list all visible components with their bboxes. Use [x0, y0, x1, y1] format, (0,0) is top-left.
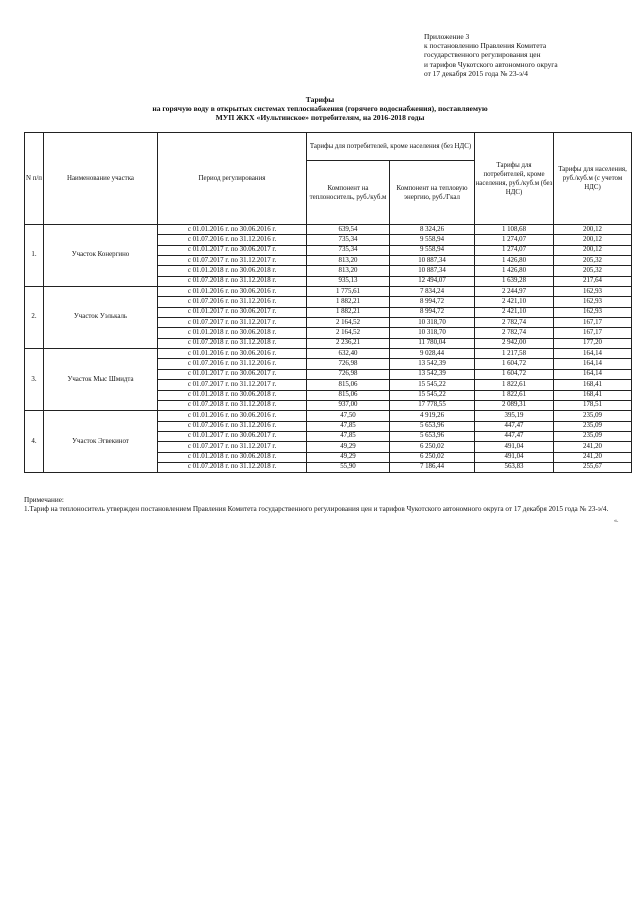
header-tariff-nonpop: Тарифы для потребителей, кроме населения, руб./куб.м (без НДС)	[475, 133, 554, 225]
carrier-component-cell: 726,98	[307, 369, 390, 379]
section-name: Участок Мыс Шмидта	[44, 349, 158, 411]
period-cell: с 01.07.2017 г. по 31.12.2017 г.	[158, 318, 307, 328]
tariff-nonpop-cell: 1 639,28	[475, 276, 554, 286]
tariff-pop-cell: 235,09	[554, 421, 632, 431]
carrier-component-cell: 49,29	[307, 452, 390, 462]
carrier-component-cell: 639,54	[307, 225, 390, 235]
tariff-pop-cell: 205,32	[554, 266, 632, 276]
tariff-nonpop-cell: 2 782,74	[475, 328, 554, 338]
tariff-nonpop-cell: 1 217,58	[475, 349, 554, 359]
period-cell: с 01.07.2017 г. по 31.12.2017 г.	[158, 380, 307, 390]
title-line-1: Тарифы	[305, 95, 335, 104]
section-number: 4.	[25, 411, 44, 473]
appendix-line: и тарифов Чукотского автономного округа	[424, 59, 558, 69]
tariff-pop-cell: 168,41	[554, 390, 632, 400]
section-number: 1.	[25, 225, 44, 287]
period-cell: с 01.01.2017 г. по 30.06.2017 г.	[158, 369, 307, 379]
energy-component-cell: 9 558,94	[390, 245, 475, 255]
appendix-line: к постановлению Правления Комитета	[424, 41, 547, 51]
section-name: Участок Конергино	[44, 225, 158, 287]
energy-component-cell: 6 250,02	[390, 452, 475, 462]
tariff-pop-cell: 241,20	[554, 452, 632, 462]
energy-component-cell: 7 186,44	[390, 462, 475, 472]
period-cell: с 01.07.2016 г. по 31.12.2016 г.	[158, 359, 307, 369]
carrier-component-cell: 632,40	[307, 349, 390, 359]
period-cell: с 01.01.2016 г. по 30.06.2016 г.	[158, 287, 307, 297]
tariff-nonpop-cell: 1 274,07	[475, 245, 554, 255]
energy-component-cell: 17 778,55	[390, 400, 475, 410]
energy-component-cell: 10 318,70	[390, 318, 475, 328]
tariff-nonpop-cell: 1 822,61	[475, 390, 554, 400]
energy-component-cell: 10 887,34	[390, 256, 475, 266]
period-cell: с 01.07.2018 г. по 31.12.2018 г.	[158, 338, 307, 348]
carrier-component-cell: 937,00	[307, 400, 390, 410]
period-cell: с 01.01.2016 г. по 30.06.2016 г.	[158, 225, 307, 235]
energy-component-cell: 10 887,34	[390, 266, 475, 276]
title-line-3: МУП ЖКХ «Иультинское» потребителям, на 2016-2018 годы	[215, 112, 425, 122]
energy-component-cell: 7 834,24	[390, 287, 475, 297]
appendix-header	[424, 32, 634, 78]
energy-component-cell: 5 653,96	[390, 421, 475, 431]
tariff-pop-cell: 255,67	[554, 462, 632, 472]
period-cell: с 01.01.2017 г. по 30.06.2017 г.	[158, 245, 307, 255]
tariff-pop-cell: 205,32	[554, 256, 632, 266]
carrier-component-cell: 735,34	[307, 245, 390, 255]
tariff-nonpop-cell: 2 421,10	[475, 297, 554, 307]
tariff-nonpop-cell: 2 782,74	[475, 318, 554, 328]
carrier-component-cell: 735,34	[307, 235, 390, 245]
header-tariff-pop: Тарифы для населения, руб./куб.м (с учетом НДС)	[554, 133, 632, 225]
carrier-component-cell: 815,06	[307, 380, 390, 390]
energy-component-cell: 13 542,39	[390, 369, 475, 379]
tariff-pop-cell: 178,51	[554, 400, 632, 410]
tariff-pop-cell: 162,93	[554, 307, 632, 317]
tariff-pop-cell: 217,64	[554, 276, 632, 286]
tariff-pop-cell: 164,14	[554, 359, 632, 369]
energy-component-cell: 4 919,26	[390, 411, 475, 421]
tariff-pop-cell: 167,17	[554, 318, 632, 328]
tariff-pop-cell: 235,09	[554, 431, 632, 441]
appendix-line: от 17 декабря 2015 года № 23-э/4	[424, 68, 528, 78]
energy-component-cell: 8 994,72	[390, 297, 475, 307]
table-body	[25, 225, 632, 473]
section-name: Участок Уэлькаль	[44, 287, 158, 349]
period-cell: с 01.01.2017 г. по 30.06.2017 г.	[158, 431, 307, 441]
section-number: 3.	[25, 349, 44, 411]
energy-component-cell: 9 558,94	[390, 235, 475, 245]
energy-component-cell: 5 653,96	[390, 431, 475, 441]
energy-component-cell: 10 318,70	[390, 328, 475, 338]
energy-component-cell: 13 542,39	[390, 359, 475, 369]
tariff-nonpop-cell: 1 274,07	[475, 235, 554, 245]
header-group-nonpop: Тарифы для потребителей, кроме населения (без НДС)	[307, 133, 475, 161]
carrier-component-cell: 2 164,52	[307, 318, 390, 328]
carrier-component-cell: 1 775,61	[307, 287, 390, 297]
carrier-component-cell: 935,13	[307, 276, 390, 286]
period-cell: с 01.01.2016 г. по 30.06.2016 г.	[158, 411, 307, 421]
period-cell: с 01.07.2018 г. по 31.12.2018 г.	[158, 400, 307, 410]
tariff-pop-cell: 162,93	[554, 297, 632, 307]
period-cell: с 01.07.2017 г. по 31.12.2017 г.	[158, 256, 307, 266]
table-row	[25, 349, 632, 359]
energy-component-cell: 12 494,07	[390, 276, 475, 286]
period-cell: с 01.07.2016 г. по 31.12.2016 г.	[158, 297, 307, 307]
table-row	[25, 411, 632, 421]
carrier-component-cell: 813,20	[307, 266, 390, 276]
header-num: N п/п	[25, 133, 44, 225]
tariff-nonpop-cell: 1 426,80	[475, 256, 554, 266]
footnote	[24, 496, 624, 514]
tariff-nonpop-cell: 2 244,97	[475, 287, 554, 297]
carrier-component-cell: 55,90	[307, 462, 390, 472]
appendix-line: государственного регулирования цен	[424, 50, 541, 60]
tariff-pop-cell: 241,20	[554, 442, 632, 452]
tariff-nonpop-cell: 1 604,72	[475, 369, 554, 379]
period-cell: с 01.07.2017 г. по 31.12.2017 г.	[158, 442, 307, 452]
period-cell: с 01.01.2016 г. по 30.06.2016 г.	[158, 349, 307, 359]
tariff-nonpop-cell: 447,47	[475, 431, 554, 441]
tariff-pop-cell: 200,12	[554, 235, 632, 245]
tariff-pop-cell: 164,14	[554, 349, 632, 359]
header-period: Период регулирования	[158, 133, 307, 225]
tariff-nonpop-cell: 1 822,61	[475, 380, 554, 390]
carrier-component-cell: 813,20	[307, 256, 390, 266]
title-line-2: на горячую воду в открытых системах теплоснабжения (горячего водоснабжения), поставляемую	[152, 103, 488, 113]
period-cell: с 01.01.2017 г. по 30.06.2017 г.	[158, 307, 307, 317]
tariff-nonpop-cell: 491,04	[475, 442, 554, 452]
carrier-component-cell: 47,50	[307, 411, 390, 421]
energy-component-cell: 9 028,44	[390, 349, 475, 359]
energy-component-cell: 11 780,04	[390, 338, 475, 348]
tariff-pop-cell: 164,14	[554, 369, 632, 379]
carrier-component-cell: 47,85	[307, 421, 390, 431]
header-component-carrier: Компонент на теплоноситель, руб./куб.м	[307, 161, 390, 225]
tariff-nonpop-cell: 1 108,68	[475, 225, 554, 235]
tariff-nonpop-cell: 1 426,80	[475, 266, 554, 276]
period-cell: с 01.01.2018 г. по 30.06.2018 г.	[158, 390, 307, 400]
period-cell: с 01.07.2018 г. по 31.12.2018 г.	[158, 276, 307, 286]
tariff-table	[24, 132, 632, 473]
tariff-nonpop-cell: 491,04	[475, 452, 554, 462]
document-title	[0, 96, 640, 122]
energy-component-cell: 8 994,72	[390, 307, 475, 317]
appendix-line: Приложение 3	[424, 32, 470, 41]
carrier-component-cell: 2 236,21	[307, 338, 390, 348]
tariff-pop-cell: 235,09	[554, 411, 632, 421]
tariff-pop-cell: 200,12	[554, 245, 632, 255]
tariff-nonpop-cell: 395,19	[475, 411, 554, 421]
carrier-component-cell: 47,85	[307, 431, 390, 441]
carrier-component-cell: 726,98	[307, 359, 390, 369]
tariff-pop-cell: 177,20	[554, 338, 632, 348]
energy-component-cell: 15 545,22	[390, 380, 475, 390]
period-cell: с 01.01.2018 г. по 30.06.2018 г.	[158, 452, 307, 462]
carrier-component-cell: 815,06	[307, 390, 390, 400]
table-row	[25, 225, 632, 235]
carrier-component-cell: 2 164,52	[307, 328, 390, 338]
energy-component-cell: 8 324,26	[390, 225, 475, 235]
tariff-pop-cell: 167,17	[554, 328, 632, 338]
tariff-nonpop-cell: 2 942,00	[475, 338, 554, 348]
section-number: 2.	[25, 287, 44, 349]
tariff-pop-cell: 168,41	[554, 380, 632, 390]
tariff-pop-cell: 200,12	[554, 225, 632, 235]
footnote-heading: Примечание:	[24, 496, 64, 504]
period-cell: с 01.07.2018 г. по 31.12.2018 г.	[158, 462, 307, 472]
corner-mark: «.	[614, 518, 619, 524]
footnote-text: 1.Тариф на теплоноситель утвержден постановлением Правления Комитета государственного регулирования цен и тарифов Чукотского автономного округа от 17 декабря 2015 года № 23-э/4.	[24, 505, 609, 514]
carrier-component-cell: 49,29	[307, 442, 390, 452]
period-cell: с 01.01.2018 г. по 30.06.2018 г.	[158, 266, 307, 276]
section-name: Участок Эгвекинот	[44, 411, 158, 473]
energy-component-cell: 6 250,02	[390, 442, 475, 452]
header-section-name: Наименование участка	[44, 133, 158, 225]
header-component-energy: Компонент на тепловую энергию, руб./Гкал	[390, 161, 475, 225]
tariff-pop-cell: 162,93	[554, 287, 632, 297]
energy-component-cell: 15 545,22	[390, 390, 475, 400]
tariff-nonpop-cell: 447,47	[475, 421, 554, 431]
tariff-nonpop-cell: 2 089,31	[475, 400, 554, 410]
tariff-nonpop-cell: 563,83	[475, 462, 554, 472]
carrier-component-cell: 1 882,21	[307, 307, 390, 317]
tariff-nonpop-cell: 1 604,72	[475, 359, 554, 369]
period-cell: с 01.01.2018 г. по 30.06.2018 г.	[158, 328, 307, 338]
table-row	[25, 287, 632, 297]
carrier-component-cell: 1 882,21	[307, 297, 390, 307]
period-cell: с 01.07.2016 г. по 31.12.2016 г.	[158, 235, 307, 245]
period-cell: с 01.07.2016 г. по 31.12.2016 г.	[158, 421, 307, 431]
tariff-nonpop-cell: 2 421,10	[475, 307, 554, 317]
